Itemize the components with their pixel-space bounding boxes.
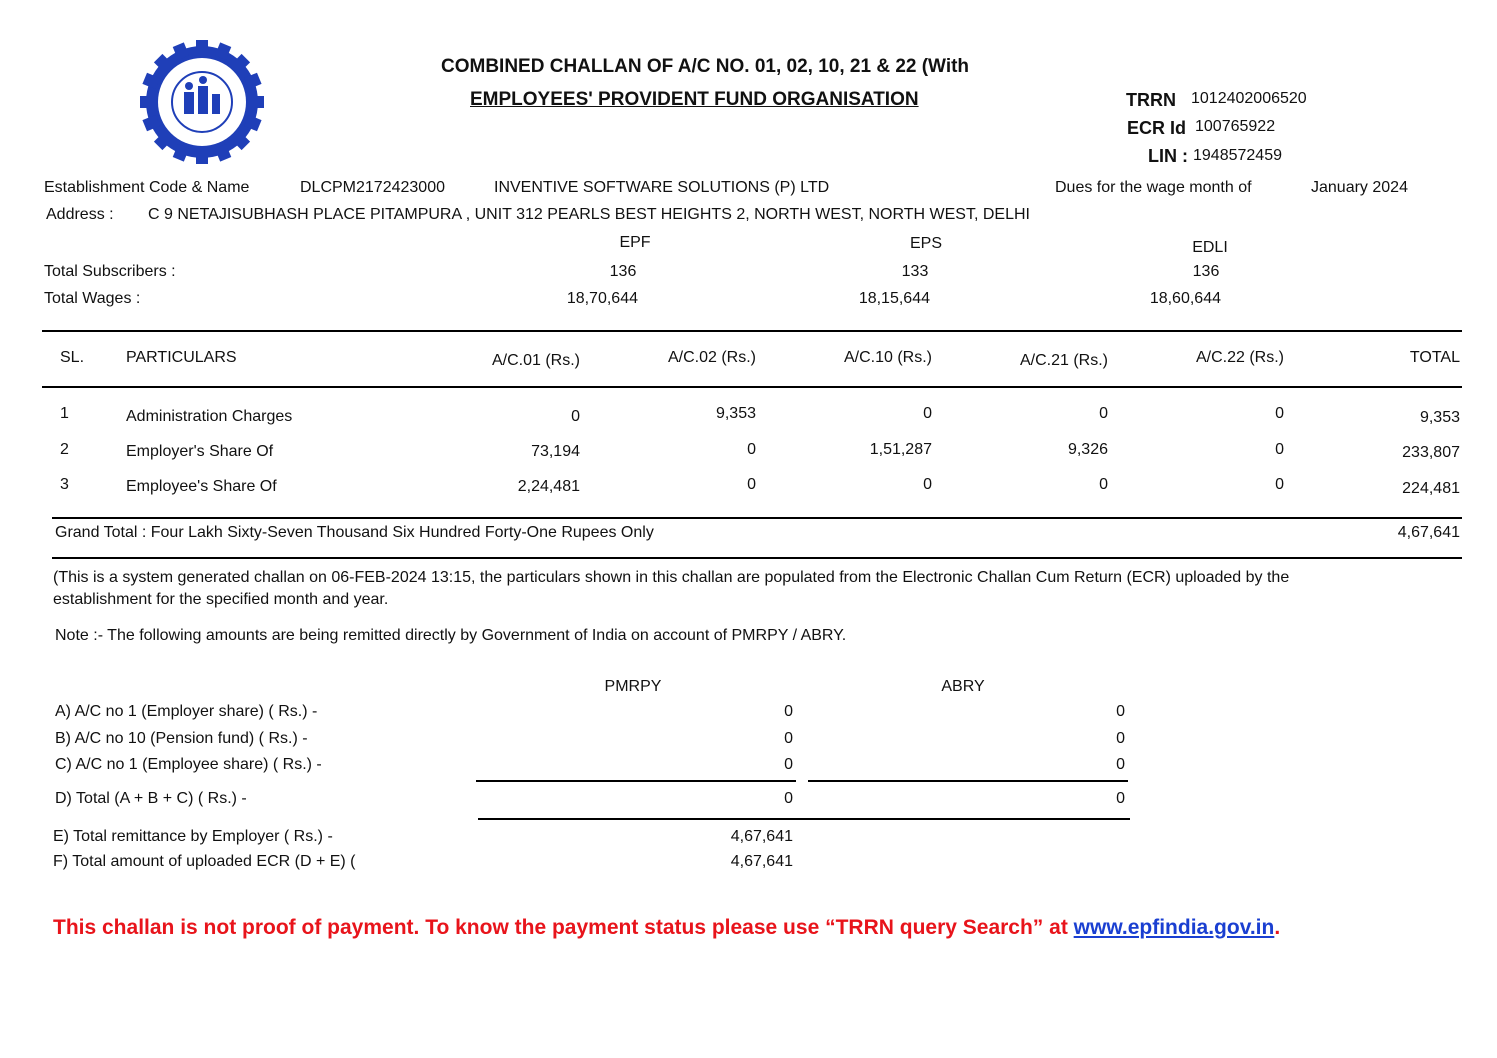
row-total: 9,353 — [1419, 409, 1460, 426]
grand-total-value: 4,67,641 — [1397, 524, 1460, 541]
system-note-line-1: (This is a system generated challan on 06-FEB-2024 13:15, the particulars shown in this challan are populated from the Electronic Challan Cum Return (ECR) uploaded by the — [53, 569, 1290, 586]
row-ac02: 9,353 — [715, 405, 756, 422]
remittance-pmrpy: 0 — [784, 756, 793, 773]
lin-value: 1948572459 — [1193, 147, 1282, 164]
table-top-rule — [42, 330, 1462, 332]
ecr-value: 100765922 — [1195, 118, 1276, 135]
remittance-pmrpy: 0 — [784, 790, 793, 807]
row-particulars: Administration Charges — [126, 408, 293, 425]
address-value: C 9 NETAJISUBHASH PLACE PITAMPURA , UNIT 312 PEARLS BEST HEIGHTS 2, NORTH WEST, NORTH WEST, DELHI — [148, 206, 1030, 223]
col-header-particulars: PARTICULARS — [126, 349, 237, 366]
title-line-2: EMPLOYEES' PROVIDENT FUND ORGANISATION — [470, 89, 919, 110]
row-ac01: 0 — [571, 408, 580, 425]
establishment-name: INVENTIVE SOFTWARE SOLUTIONS (P) LTD — [494, 179, 830, 196]
row-particulars: Employer's Share Of — [126, 443, 274, 460]
row-ac10: 0 — [923, 405, 932, 422]
dues-value: January 2024 — [1311, 179, 1408, 196]
wages-edli: 18,60,644 — [1149, 290, 1221, 307]
abry-subtotal-rule — [808, 780, 1128, 782]
remittance-pmrpy: 0 — [784, 703, 793, 720]
row-ac02: 0 — [747, 476, 756, 493]
subscribers-edli: 136 — [1192, 263, 1220, 280]
address-label: Address : — [46, 206, 114, 223]
remittance-abry: 0 — [1116, 730, 1125, 747]
row-total: 233,807 — [1402, 444, 1460, 461]
trrn-value: 1012402006520 — [1191, 90, 1307, 107]
establishment-label: Establishment Code & Name — [44, 179, 250, 196]
ecr-label: ECR Id — [1127, 118, 1187, 138]
epf-heading: EPF — [619, 234, 651, 251]
remittance-label: A) A/C no 1 (Employer share) ( Rs.) - — [55, 703, 318, 720]
wages-epf: 18,70,644 — [566, 290, 638, 307]
row-ac10: 0 — [923, 476, 932, 493]
row-ac21: 0 — [1099, 405, 1108, 422]
wages-eps: 18,15,644 — [858, 290, 930, 307]
row-ac22: 0 — [1275, 476, 1284, 493]
col-header-ac22: A/C.22 (Rs.) — [1195, 349, 1284, 366]
col-header-ac21: A/C.21 (Rs.) — [1019, 352, 1108, 369]
col-header-total: TOTAL — [1409, 349, 1460, 366]
remittance-abry: 0 — [1116, 756, 1125, 773]
grand-total-bottom-rule — [52, 557, 1462, 559]
grand-total-label: Grand Total : Four Lakh Sixty-Seven Thousand Six Hundred Forty-One Rupees Only — [55, 524, 654, 541]
pmrpy-heading: PMRPY — [604, 678, 662, 695]
warning-text: This challan is not proof of payment. To know the payment status please use “TRRN query Search” at — [53, 916, 1074, 939]
employer-remittance-value: 4,67,641 — [730, 828, 793, 845]
remittance-abry: 0 — [1116, 703, 1125, 720]
establishment-code: DLCPM2172423000 — [300, 179, 445, 196]
row-total: 224,481 — [1402, 480, 1460, 497]
remittance-label: D) Total (A + B + C) ( Rs.) - — [55, 790, 247, 807]
col-header-ac02: A/C.02 (Rs.) — [667, 349, 756, 366]
grand-total-top-rule — [52, 517, 1462, 519]
row-ac01: 2,24,481 — [517, 478, 580, 495]
col-header-ac01: A/C.01 (Rs.) — [491, 352, 580, 369]
row-sl: 2 — [60, 441, 69, 458]
lin-label: LIN : — [1148, 146, 1188, 166]
remittance-label: C) A/C no 1 (Employee share) ( Rs.) - — [55, 756, 322, 773]
row-ac21: 0 — [1099, 476, 1108, 493]
total-rule — [478, 818, 1130, 820]
payment-warning — [53, 916, 1280, 940]
remittance-pmrpy: 0 — [784, 730, 793, 747]
title-line-1: COMBINED CHALLAN OF A/C NO. 01, 02, 10, 21 & 22 (With — [441, 56, 970, 77]
row-ac01: 73,194 — [531, 443, 580, 460]
epfo-emblem-icon — [140, 40, 264, 164]
edli-heading: EDLI — [1192, 239, 1228, 256]
epfindia-link[interactable]: www.epfindia.gov.in — [1073, 916, 1275, 939]
row-ac21: 9,326 — [1067, 441, 1108, 458]
remittance-abry: 0 — [1116, 790, 1125, 807]
eps-heading: EPS — [909, 235, 942, 252]
col-header-sl: SL. — [60, 349, 85, 366]
col-header-ac10: A/C.10 (Rs.) — [843, 349, 932, 366]
remittance-label: B) A/C no 10 (Pension fund) ( Rs.) - — [55, 730, 308, 747]
uploaded-ecr-label: F) Total amount of uploaded ECR (D + E) ( — [53, 853, 356, 870]
row-particulars: Employee's Share Of — [126, 478, 277, 495]
pmrpy-subtotal-rule — [476, 780, 796, 782]
row-ac22: 0 — [1275, 441, 1284, 458]
uploaded-ecr-value: 4,67,641 — [730, 853, 793, 870]
row-ac02: 0 — [747, 441, 756, 458]
warning-period: . — [1274, 916, 1281, 939]
row-ac10: 1,51,287 — [869, 441, 932, 458]
system-note-line-2: establishment for the specified month and year. — [53, 591, 389, 608]
subscribers-eps: 133 — [901, 263, 929, 280]
row-sl: 3 — [60, 476, 69, 493]
employer-remittance-label: E) Total remittance by Employer ( Rs.) - — [53, 828, 333, 845]
govt-note: Note :- The following amounts are being remitted directly by Government of India on account of PMRPY / ABRY. — [55, 627, 847, 644]
table-header-rule — [42, 386, 1462, 388]
trrn-label: TRRN — [1126, 90, 1176, 110]
subscribers-label: Total Subscribers : — [44, 263, 176, 280]
subscribers-epf: 136 — [609, 263, 637, 280]
row-sl: 1 — [60, 405, 69, 422]
wages-label: Total Wages : — [44, 290, 141, 307]
abry-heading: ABRY — [941, 678, 985, 695]
row-ac22: 0 — [1275, 405, 1284, 422]
dues-label: Dues for the wage month of — [1055, 179, 1252, 196]
